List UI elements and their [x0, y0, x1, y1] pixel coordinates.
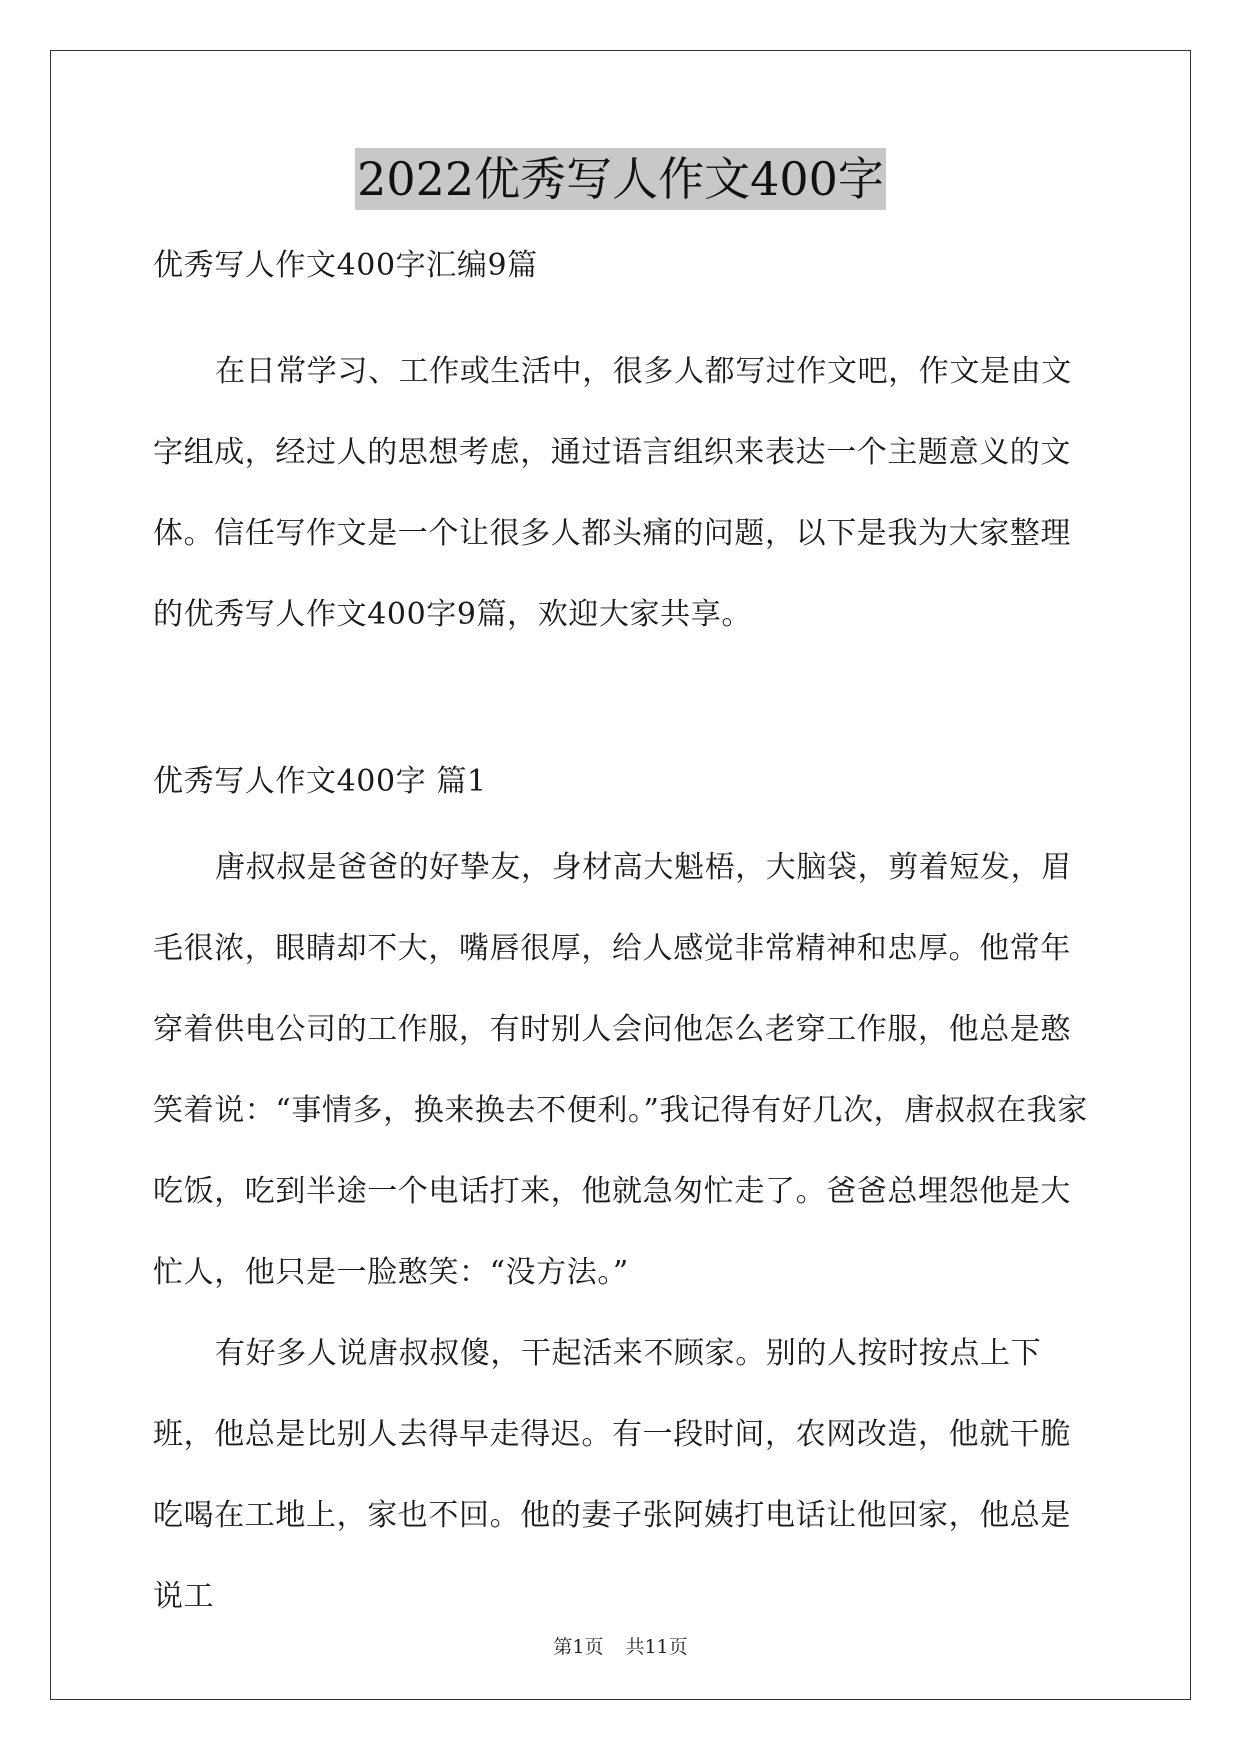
- body-paragraph-2: 有好多人说唐叔叔傻，干起活来不顾家。别的人按时按点上下班，他总是比别人去得早走得迟。有一段时间，农网改造，他就干脆吃喝在工地上，家也不回。他的妻子张阿姨打电话让他回家，他总是说工: [153, 1336, 1071, 1614]
- page-total: 共11页: [625, 1636, 688, 1658]
- page-number: 第1页: [553, 1636, 604, 1658]
- document-subtitle: 优秀写人作文400字汇编9篇: [153, 248, 538, 283]
- title-container: [0, 148, 1241, 210]
- page-footer: [0, 1635, 1241, 1659]
- body-paragraph-1: 唐叔叔是爸爸的好挚友，身材高大魁梧，大脑袋，剪着短发，眉毛很浓，眼睛却不大，嘴唇很厚，给人感觉非常精神和忠厚。他常年穿着供电公司的工作服，有时别人会问他怎么老穿工作服，他总是憨笑着说：“事情多，换来换去不便利。”我记得有好几次，唐叔叔在我家吃饭，吃到半途一个电话打来，他就急匆忙走了。爸爸总埋怨他是大忙人，他只是一脸憨笑：“没方法。”: [153, 850, 1088, 1290]
- section-heading: 优秀写人作文400字 篇1: [153, 764, 487, 799]
- intro-paragraph: 在日常学习、工作或生活中，很多人都写过作文吧，作文是由文字组成，经过人的思想考虑，通过语言组织来表达一个主题意义的文体。信任写作文是一个让很多人都头痛的问题，以下是我为大家整理的优秀写人作文400字9篇，欢迎大家共享。: [153, 354, 1072, 632]
- document-title: 2022优秀写人作文400字: [355, 148, 886, 210]
